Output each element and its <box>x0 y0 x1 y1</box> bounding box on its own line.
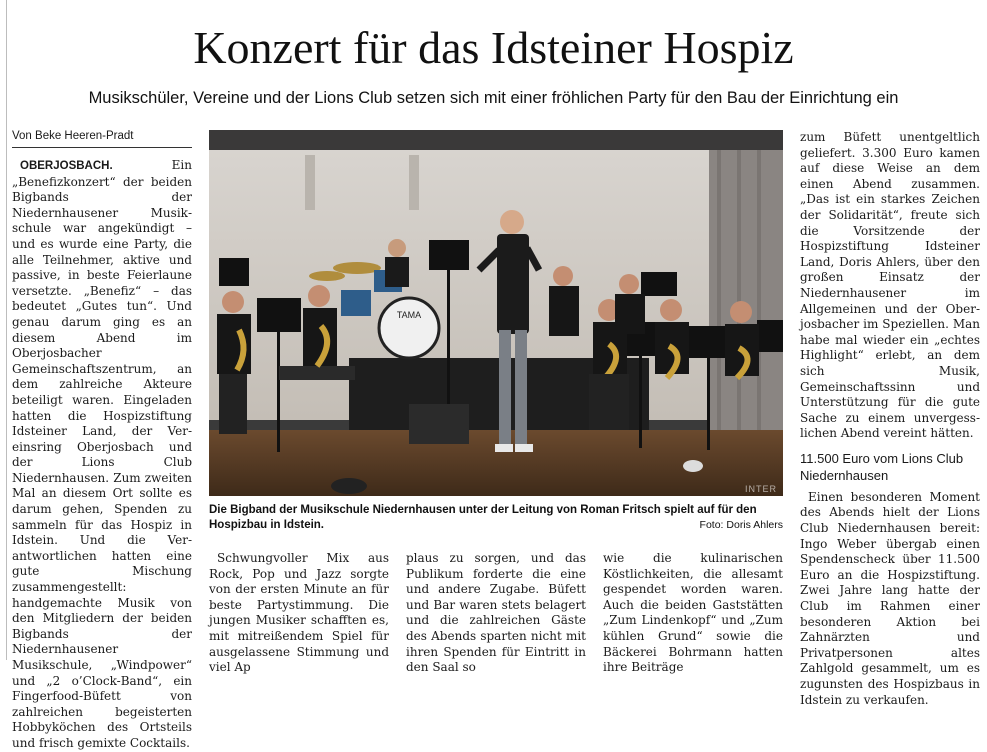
stage-monitor <box>409 404 469 444</box>
body-text: zum Büfett unentgeltlich geliefert. 3.300 Euro kamen auf diese Weise an dem einen Abend zusammen. „Das ist ein starkes Zeichen der Solidarität“, freute sich die Vorsitzende der Hospizstiftung Idsteiner Land, Doris Ahlers, über den großen Einsatz der Niedernhausener im Allgemeinen und der Oberjosbacher im Speziellen. Man habe mal wieder ein „echtes Highlight“ erlebt, an dem sich Musik, Gemeinschaftssinn und Unterstützung für die gute Sache zu einem unvergesslichen Abend vereint hätten. <box>800 130 980 441</box>
drum-brand-text: TAMA <box>396 310 422 320</box>
photo-caption-box <box>209 503 783 533</box>
body-text: wie die kulinarischen Köstlichkeiten, die allesamt gespendet worden waren. Auch die beiden Gaststätten „Zum Lindenkopf“ und „Zum kühlen Grund“ sowie die Bäckerei Bohrmann hatten ihre Beiträge <box>603 551 783 675</box>
headline: Konzert für das Idsteiner Hospiz <box>193 22 794 73</box>
photo-caption: Die Bigband der Musikschule Niedernhausen unter der Leitung von Roman Fritsch spielt auf für den Hospizbau in Idstein. <box>209 504 757 531</box>
body-text: Schwungvoller Mix aus Rock, Pop und Jazz sorgte von der ersten Minute an für beste Partystimmung. Die jungen Musiker schafften es, mit mitreißendem Spiel für ausgelassene Stimmung und viel Ap <box>209 551 389 675</box>
body-text: Ein „Benefizkonzert“ der beiden Bigbands der Niedernhausener Musikschule war angekündigt – und es wurde eine Party, die alle Teilnehmer, aktive und passive, in beste Feierlaune versetzte. „Benefiz“ – das bedeutet „Gutes tun“. Und genau darum ging es an diesem Abend im Oberjosbacher Gemeinschaftszentrum, an dem zahlreiche Akteure beteiligt waren. Eingeladen hatten die Hospizstiftung Idsteiner Land, der Vereinsring Oberjosbach und der Lions Club Niedernhausen. Zum zweiten Mal an diesem Ort sollte es darum gehen, Spenden zu sammeln für das Hospiz in Idstein. Und die Verantwortlichen hatten eine gute Mischung zusammengestellt: handgemachte Musik von den Mitgliedern der beiden Bigbands der Niedernhausener Musikschule, „Windpower“ und „2 o’Clock-Band“, ein Fingerfood-Büfett von zahlreichen begeisterten Hobbyköchen des Ortsteils und frisch gemixte Cocktails. <box>12 158 192 750</box>
intertitle: 11.500 Euro vom Lions Club Niedernhausen <box>800 450 964 483</box>
dateline: OBERJOSBACH. <box>20 160 113 172</box>
article-column-3 <box>406 551 586 676</box>
article-photo <box>209 130 783 496</box>
cymbal <box>333 262 381 274</box>
article-column-1 <box>12 158 192 752</box>
article-column-2 <box>209 551 389 676</box>
photo-watermark: INTER <box>745 484 777 494</box>
body-text: plaus zu sorgen, und das Publikum forderte die eine und andere Zugabe. Büfett und Bar waren stets belagert und die zahlreichen Gäste des Abends sparten nicht mit ihren Spenden für Eintritt in den Saal so <box>406 551 586 675</box>
byline: Von Beke Heeren-Pradt <box>12 128 192 148</box>
subheadline: Musikschüler, Vereine und der Lions Club setzen sich mit einer fröhlichen Party für den Bau der Einrichtung ein <box>88 89 899 107</box>
body-text: Einen besonderen Moment des Abends hielt der Lions Club Niedernhausen bereit: Ingo Weber übergab einen Spendenscheck über 11.500 Euro an die Hospizstiftung. Zwei Jahre lang hatte der Club im Rahmen einer besonderen Aktion bei Zahnärzten und Privatpersonen altes Zahlgold gesammelt, um es zugunsten des Hospizbaus in Idstein zu verkaufen. <box>800 489 980 707</box>
article-column-4 <box>603 551 783 676</box>
conductor <box>500 210 524 234</box>
bass-drum <box>379 298 439 358</box>
photo-credit: Foto: Doris Ahlers <box>699 519 783 531</box>
concert-photo <box>209 130 783 496</box>
article-column-5 <box>800 130 980 708</box>
